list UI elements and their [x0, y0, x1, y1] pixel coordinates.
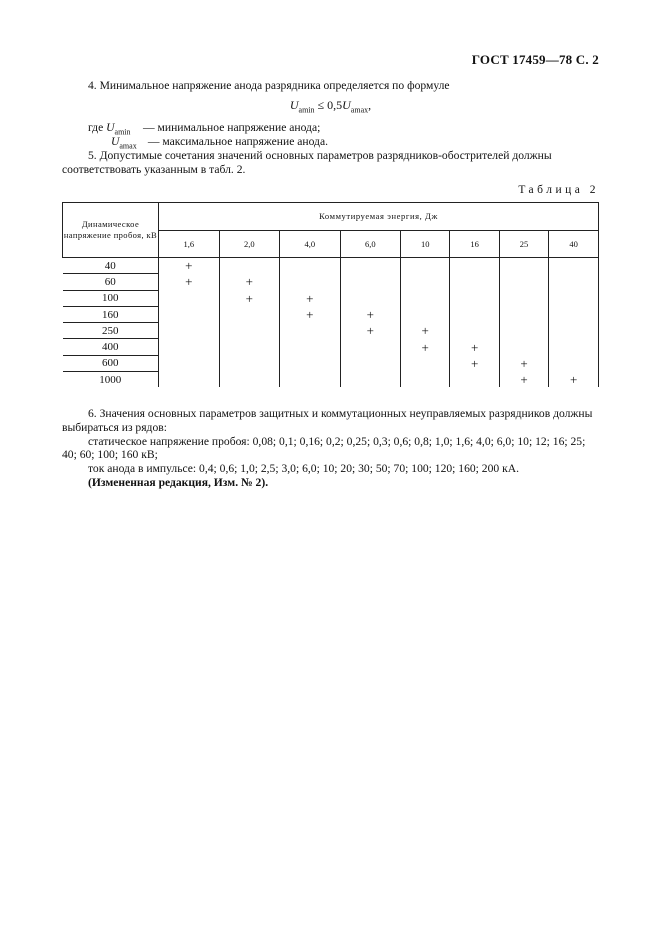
where-2-text: — максимальное напряжение анода. [145, 135, 328, 148]
table-row [63, 372, 599, 388]
section-6 [62, 407, 602, 490]
where-2-symbol: U [111, 135, 120, 148]
table-2-cell: + [219, 290, 280, 306]
table-2-cell: + [159, 258, 220, 274]
table-2-cell [159, 339, 220, 355]
table-2-cell [401, 355, 450, 371]
table-row [63, 323, 599, 339]
table-2-cell: + [401, 339, 450, 355]
table-2-col-header: 2,0 [219, 230, 280, 258]
table-row [63, 274, 599, 290]
table-2-cell [549, 274, 599, 290]
table-2-cell [450, 306, 499, 322]
table-2-cell: + [280, 290, 341, 306]
table-2-cell [219, 355, 280, 371]
table-2-cell: + [159, 274, 220, 290]
section-6-pulse-current: ток анода в импульсе: 0,4; 0,6; 1,0; 2,5; 3,0; 6,0; 10; 20; 30; 50; 70; 100; 120; 160; 200 кА. [88, 462, 519, 476]
table-2-col-group-header: Коммутируемая энергия, Дж [159, 203, 599, 231]
formula-rhs-sub: amax [350, 105, 369, 115]
table-2-voltage-cell: 600 [63, 355, 159, 371]
table-2-cell [219, 306, 280, 322]
table-2-cell: + [549, 372, 599, 388]
table-2-cell [499, 258, 548, 274]
table-2-col-header: 40 [549, 230, 599, 258]
table-2-cell [401, 290, 450, 306]
table-2-cell [499, 339, 548, 355]
table-2-cell [549, 355, 599, 371]
table-2-col-header: 6,0 [340, 230, 401, 258]
section-6-static-voltage: статическое напряжение пробоя: 0,08; 0,1; 0,16; 0,2; 0,25; 0,3; 0,6; 0,8; 1,0; 1,6; 4,0; 6,0; 10; 12; 16; 25; 40; 60; 100; 160 кВ; [62, 434, 586, 462]
formula-lhs-sub: amin [298, 105, 315, 115]
formula-relation: ≤ 0,5 [314, 98, 343, 112]
table-2-voltage-cell: 1000 [63, 372, 159, 388]
table-2-cell [549, 323, 599, 339]
where-1-symbol: U [106, 121, 115, 134]
table-2-voltage-cell: 100 [63, 290, 159, 306]
formula-end: , [368, 98, 372, 112]
table-2-cell [340, 274, 401, 290]
table-2-cell [280, 372, 341, 388]
table-2-voltage-cell: 160 [63, 306, 159, 322]
page-header-doc-code: ГОСТ 17459—78 С. 2 [471, 52, 599, 67]
section-6-intro: 6. Значения основных параметров защитных и коммутационных неуправляемых разрядников должны выбираться из рядов: [62, 407, 593, 434]
where-1-text: — минимальное напряжение анода; [140, 121, 321, 134]
table-2-cell [499, 290, 548, 306]
table-2-cell [280, 323, 341, 339]
table-2-cell [340, 372, 401, 388]
table-2-cell [499, 274, 548, 290]
table-row [63, 290, 599, 306]
table-2-cell [280, 355, 341, 371]
table-2-cell [159, 372, 220, 388]
table-2-cell [450, 323, 499, 339]
where-1-sub: amin [114, 127, 131, 137]
formula-anode-voltage [0, 98, 661, 114]
table-2-cell [280, 258, 341, 274]
table-2-cell [280, 339, 341, 355]
where-2-sub: amax [119, 141, 137, 151]
table-2-cell [499, 323, 548, 339]
table-2-col-header: 10 [401, 230, 450, 258]
table-2-caption: Таблица 2 [518, 184, 599, 196]
table-2-cell [499, 306, 548, 322]
table-2-voltage-cell: 250 [63, 323, 159, 339]
table-2-cell: + [340, 306, 401, 322]
table-2-cell [549, 306, 599, 322]
table-2-cell [401, 372, 450, 388]
formula-rhs: U [342, 98, 351, 112]
table-2-cell [159, 306, 220, 322]
table-2-cell: + [499, 355, 548, 371]
section-6-amendment: (Измененная редакция, Изм. № 2). [88, 475, 269, 489]
table-2-cell: + [219, 274, 280, 290]
section-5-text: 5. Допустимые сочетания значений основных параметров разрядников-обострителей должны соответствовать указанным в табл. 2. [62, 149, 552, 176]
table-2-col-header: 1,6 [159, 230, 220, 258]
table-2-cell [159, 323, 220, 339]
table-2-cell [401, 258, 450, 274]
table-row [63, 339, 599, 355]
section-4-text: 4. Минимальное напряжение анода разрядника определяется по формуле [88, 79, 450, 92]
table-2-cell [219, 323, 280, 339]
table-2-cell [219, 339, 280, 355]
table-2-cell [549, 290, 599, 306]
table-2-cell: + [401, 323, 450, 339]
table-row [63, 355, 599, 371]
table-2-cell [450, 372, 499, 388]
table-2-cell [280, 274, 341, 290]
table-2-row-header: Динамическое напряжение пробоя, кВ [63, 203, 159, 258]
table-2-col-header: 16 [450, 230, 499, 258]
table-2-voltage-cell: 400 [63, 339, 159, 355]
table-row [63, 306, 599, 322]
table-2-cell [340, 355, 401, 371]
table-2-voltage-cell: 60 [63, 274, 159, 290]
table-2-cell [450, 290, 499, 306]
table-2-voltage-cell: 40 [63, 258, 159, 274]
formula-lhs: U [289, 98, 299, 112]
table-2-cell [340, 258, 401, 274]
where-word: где [88, 121, 104, 134]
table-2-col-header: 4,0 [280, 230, 341, 258]
table-2-cell [401, 306, 450, 322]
table-2-cell [340, 339, 401, 355]
table-2-cell [340, 290, 401, 306]
table-2-cell [401, 274, 450, 290]
table-2-cell [450, 258, 499, 274]
table-2-cell [219, 258, 280, 274]
table-2-cell [549, 339, 599, 355]
table-2-cell: + [280, 306, 341, 322]
table-2-cell [450, 274, 499, 290]
table-2-cell [159, 290, 220, 306]
table-row [63, 258, 599, 274]
table-2-cell: + [450, 339, 499, 355]
table-2-cell [549, 258, 599, 274]
table-2 [62, 202, 599, 387]
table-2-col-header: 25 [499, 230, 548, 258]
table-2-cell [219, 372, 280, 388]
table-2-cell [159, 355, 220, 371]
table-2-cell: + [499, 372, 548, 388]
table-2-cell: + [450, 355, 499, 371]
table-2-cell: + [340, 323, 401, 339]
